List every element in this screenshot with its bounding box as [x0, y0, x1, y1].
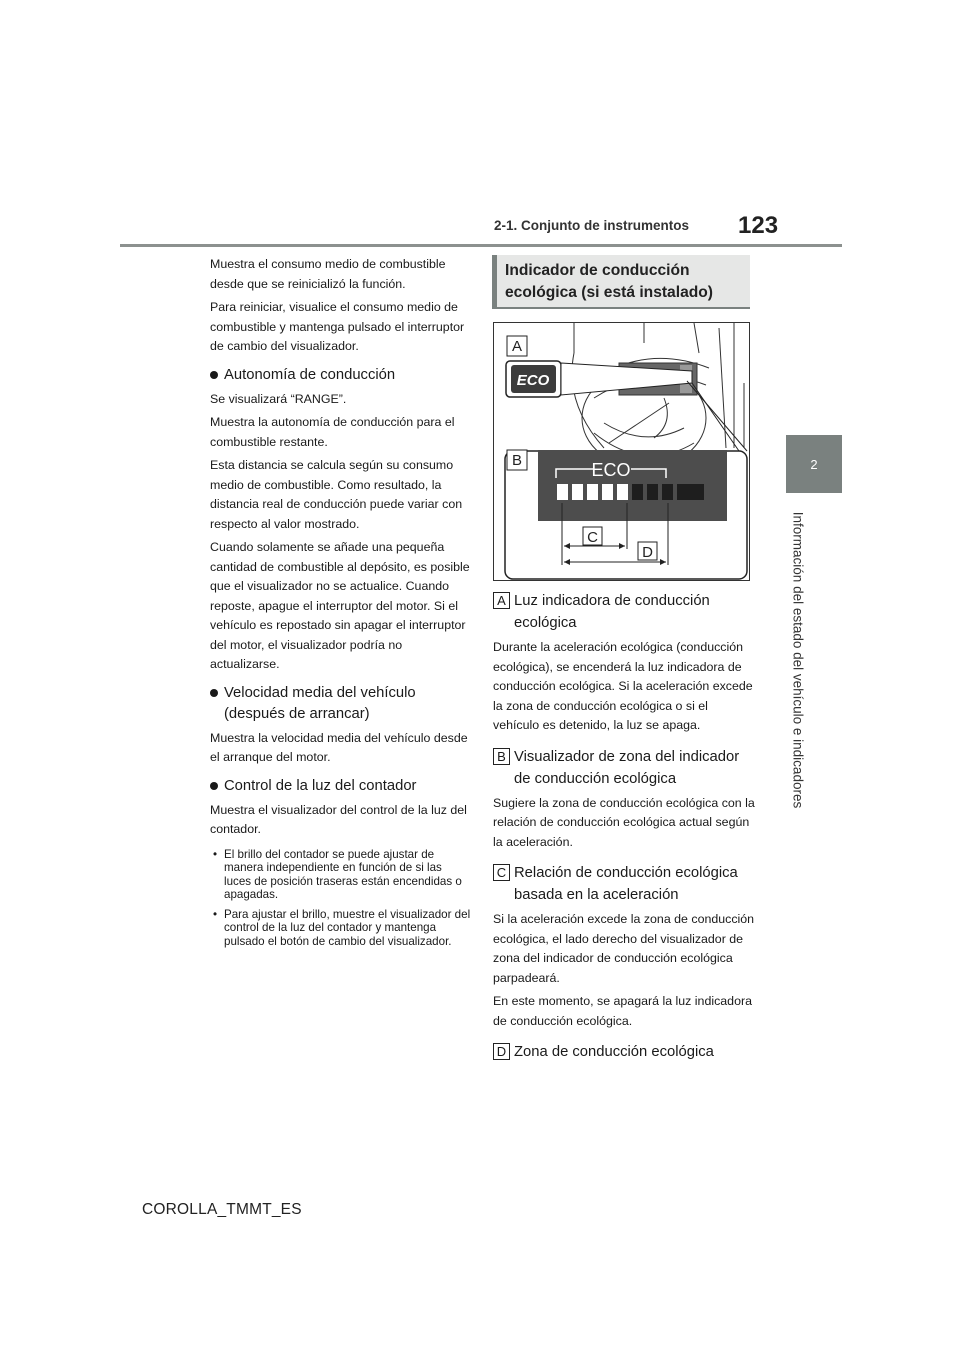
eco-zone-text: ECO — [591, 460, 631, 480]
range-paragraph: Muestra la autonomía de conducción para el combustible restante. — [210, 415, 455, 449]
range-paragraph: Esta distancia se calcula según su consumo medio de combustible. Como resultado, la distancia real de conducción puede variar con respecto al valor mostrado. — [210, 458, 463, 531]
figure-label-d: D — [642, 544, 653, 561]
note-item: • El brillo del contador se puede ajustar de manera independiente en función de si las luces de posición traseras están encendidas o apagadas. — [210, 848, 472, 902]
intro-paragraph: Para reiniciar, visualice el consumo medio de combustible y mantenga pulsado el interruptor de cambio del visualizador. — [210, 300, 465, 353]
callout-letter: B — [493, 748, 510, 765]
item-c-title — [493, 862, 755, 906]
chapter-tab — [786, 435, 842, 493]
item-c-title-text: Relación de conducción ecológica basada en la aceleración — [514, 865, 738, 903]
bullet-dot-icon — [210, 689, 218, 697]
document-code: COROLLA_TMMT_ES — [142, 1201, 302, 1218]
page-number: 123 — [738, 212, 779, 239]
meter-light-heading-text: Control de la luz del contador — [224, 777, 417, 794]
avg-speed-heading-text: Velocidad media del vehículo (después de arrancar) — [224, 684, 416, 722]
section-title: 2-1. Conjunto de instrumentos — [494, 218, 690, 233]
meter-light-heading — [210, 776, 472, 797]
eco-icon-text: ECO — [516, 372, 550, 389]
item-b-title-text: Visualizador de zona del indicador de conducción ecológica — [514, 748, 740, 787]
chapter-number: 2 — [810, 456, 818, 472]
item-c-paragraph: Si la aceleración excede la zona de conducción ecológica, el lado derecho del visualizador de zona del indicador de conducción ecológica parpadeará. — [493, 912, 755, 985]
range-heading — [210, 365, 472, 386]
note-item: • Para ajustar el brillo, muestre el visualizador del control de la luz del contador y mantenga pulsado el botón de cambio del visualizador. — [210, 908, 472, 949]
callout-letter: A — [493, 592, 510, 609]
item-a-title-text: Luz indicadora de conducción ecológica — [514, 593, 710, 631]
bullet-dot-icon — [210, 371, 218, 379]
intro-paragraph: Muestra el consumo medio de combustible desde que se reinicializó la función. — [210, 257, 446, 291]
item-b-title — [493, 746, 755, 790]
item-c-paragraph: En este momento, se apagará la luz indicadora de conducción ecológica. — [493, 994, 752, 1028]
eco-indicator-figure — [493, 322, 750, 581]
item-d-title-text: Zona de conducción ecológica — [514, 1044, 714, 1060]
bullet-dot-icon — [210, 782, 218, 790]
avg-speed-heading — [210, 683, 472, 725]
right-column — [493, 590, 755, 1067]
eco-indicator-heading: Indicador de conducción ecológica (si está instalado) — [492, 255, 750, 309]
item-a-paragraph: Durante la aceleración ecológica (conducción ecológica), se encenderá la luz indicadora de conducción ecológica. Si la aceleración excede la zona de conducción ecológica o si el vehículo es detenido, la luz se apaga. — [493, 640, 753, 732]
range-paragraph: Se visualizará “RANGE”. — [210, 391, 347, 406]
figure-label-a: A — [511, 338, 523, 355]
range-paragraph: Cuando solamente se añade una pequeña cantidad de combustible al depósito, es posible que el visualizador no se actualice. Cuando reposte, apague el interruptor del motor. Si el vehículo es repostado sin apagar el interruptor del motor, el visualizador podría no actualizarse. — [210, 540, 470, 671]
eco-indicator-illustration — [494, 323, 749, 580]
item-d-title — [493, 1041, 755, 1063]
item-b-paragraph: Sugiere la zona de conducción ecológica con la relación de conducción ecológica actual según la aceleración. — [493, 795, 755, 849]
figure-label-b: B — [511, 452, 523, 469]
avg-speed-paragraph: Muestra la velocidad media del vehículo desde el arranque del motor. — [210, 730, 468, 764]
chapter-side-label — [784, 511, 812, 809]
chapter-title: Información del estado del vehículo e indicadores — [790, 511, 806, 809]
header-divider — [120, 244, 842, 247]
callout-letter: D — [493, 1043, 510, 1060]
item-a-title — [493, 590, 755, 634]
range-heading-text: Autonomía de conducción — [224, 366, 396, 383]
figure-label-c: C — [587, 529, 598, 546]
left-column — [210, 255, 472, 954]
callout-letter: C — [493, 864, 510, 881]
meter-light-notes — [210, 848, 472, 949]
meter-light-paragraph: Muestra el visualizador del control de la luz del contador. — [210, 802, 467, 836]
